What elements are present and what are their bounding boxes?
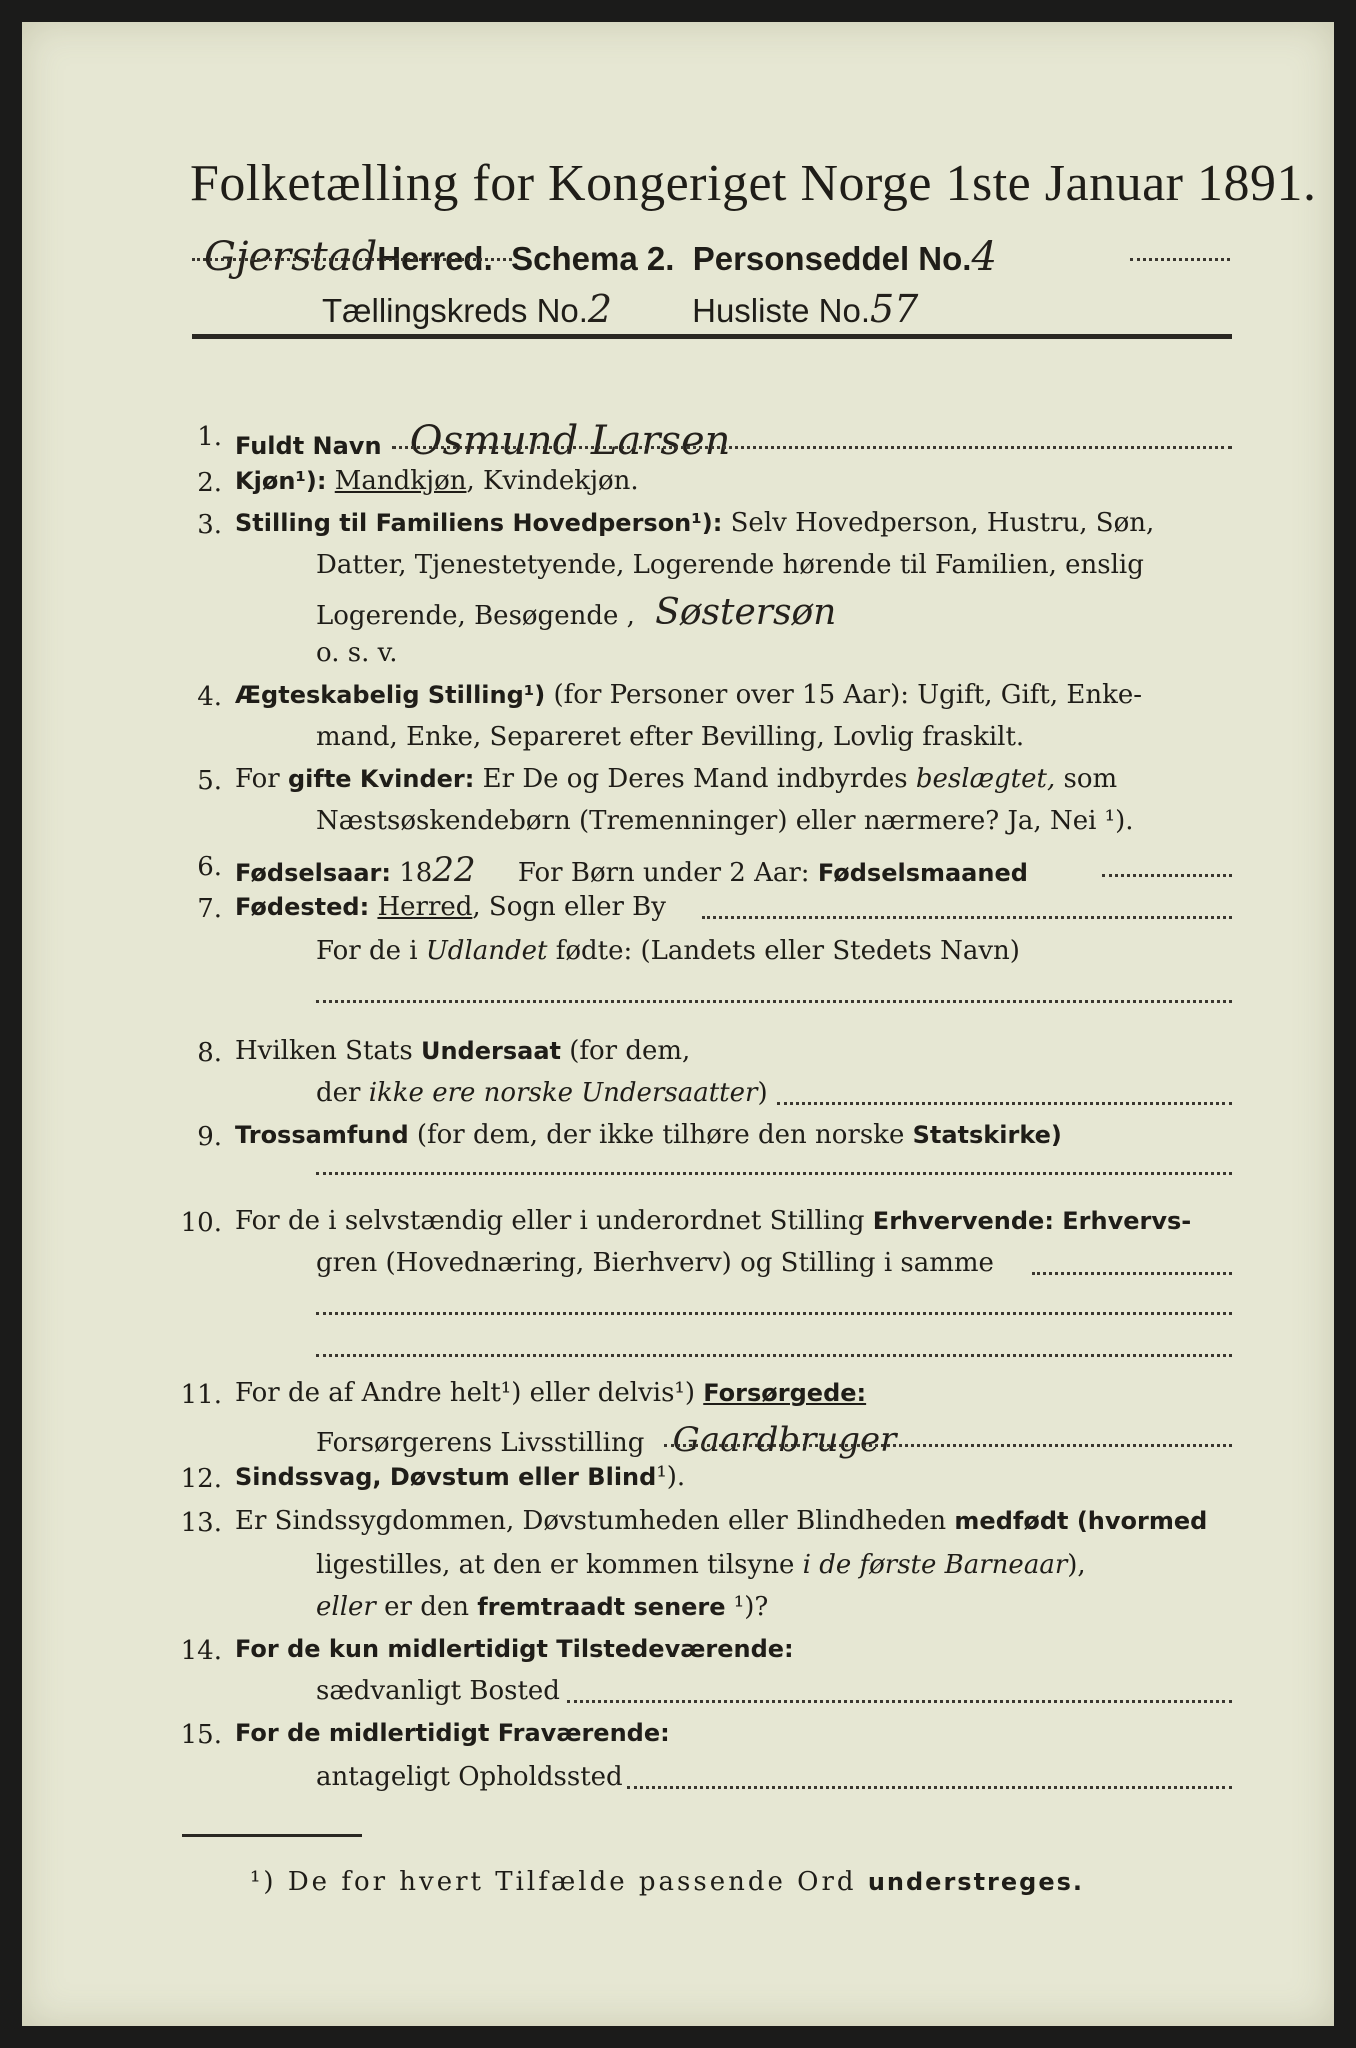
personseddel-label: Personseddel No. <box>692 240 972 277</box>
dotted-leader <box>392 446 1232 449</box>
item-number: 12. <box>180 1464 222 1494</box>
kreds-value: 2 <box>587 287 613 331</box>
item-stilling: Stilling til Familiens Hovedperson¹): Selv Hovedperson, Hustru, Søn, <box>235 508 1155 538</box>
item-number: 5. <box>197 766 222 796</box>
kreds-label: Tællingskreds No. <box>322 292 588 329</box>
item-fravaerende-line2: antageligt Opholdssted <box>316 1762 623 1792</box>
header-rule <box>192 334 1232 339</box>
item-undersaat: Hvilken Stats Undersaat (for dem, <box>235 1036 691 1066</box>
dotted-leader <box>1130 258 1230 261</box>
footnote: ¹) De for hvert Tilfælde passende Ord understreges. <box>250 1867 1085 1897</box>
item-tilstedevaerende-line2: sædvanligt Bosted <box>316 1676 560 1706</box>
mandkjon-option: Mandkjøn <box>334 466 467 496</box>
herred-line <box>204 234 997 280</box>
item-medfodt-line3: eller er den fremtraadt senere ¹)? <box>316 1592 769 1622</box>
item-aegteskab: Ægteskabelig Stilling¹) (for Personer over 15 Aar): Ugift, Gift, Enke- <box>235 680 1143 710</box>
dotted-leader <box>316 1000 1232 1003</box>
item-fodested: Fødested: Herred, Sogn eller By <box>235 892 666 922</box>
census-form <box>22 22 1334 2026</box>
item-stilling-line3: Logerende, Besøgende , Søstersøn <box>316 592 837 633</box>
husliste-value: 57 <box>870 287 919 331</box>
form-title: Folketælling for Kongeriget Norge 1ste Januar 1891. <box>190 155 1317 212</box>
item-number: 1. <box>197 422 222 452</box>
dotted-leader <box>777 1102 1232 1105</box>
dotted-leader <box>664 1444 1232 1447</box>
item-trossamfund: Trossamfund (for dem, der ikke tilhøre den norske Statskirke) <box>235 1120 1062 1150</box>
item-number: 8. <box>197 1038 222 1068</box>
kreds-line <box>322 287 918 331</box>
item-stilling-line4: o. s. v. <box>316 638 398 668</box>
item-fodested-line2: For de i Udlandet fødte: (Landets eller Stedets Navn) <box>316 936 1020 966</box>
item-number: 4. <box>197 682 222 712</box>
name-value: Osmund Larsen <box>409 418 731 464</box>
livsstilling-value: Gaardbruger <box>672 1420 897 1460</box>
item-number: 11. <box>180 1380 222 1410</box>
item-stilling-line2: Datter, Tjenestetyende, Logerende hørende til Familien, enslig <box>316 550 1144 580</box>
dotted-leader <box>316 1354 1232 1357</box>
dotted-leader <box>316 1312 1232 1315</box>
item-sindssvag: Sindssvag, Døvstum eller Blind¹). <box>235 1462 686 1492</box>
item-erhverv: For de i selvstændig eller i underordnet Stilling Erhvervende: Erhvervs- <box>235 1206 1192 1236</box>
item-number: 7. <box>197 894 222 924</box>
stilling-value: Søstersøn <box>655 592 837 633</box>
dotted-leader <box>1032 1272 1232 1275</box>
schema-label: Schema 2. <box>511 240 675 277</box>
item-fodselsaar: Fødselsaar: 1822 For Børn under 2 Aar: Fødselsmaaned <box>235 850 1028 890</box>
item-number: 13. <box>180 1508 222 1538</box>
item-gifte-line2: Næstsøskendebørn (Tremenninger) eller nærmere? Ja, Nei ¹). <box>316 806 1134 836</box>
item-number: 2. <box>197 468 222 498</box>
item-undersaat-line2: der ikke ere norske Undersaatter) <box>316 1078 768 1108</box>
dotted-leader <box>1102 874 1232 877</box>
item-forsorgede-line2: Forsørgerens Livsstilling Gaardbruger <box>316 1420 897 1460</box>
item-number: 14. <box>180 1636 222 1666</box>
item-forsorgede: For de af Andre helt¹) eller delvis¹) Forsørgede: <box>235 1378 867 1408</box>
item-erhverv-line2: gren (Hovednæring, Bierhverv) og Stilling i samme <box>316 1248 994 1278</box>
item-number: 15. <box>180 1720 222 1750</box>
personseddel-value: 4 <box>971 234 997 280</box>
husliste-label: Husliste No. <box>692 292 870 329</box>
dotted-leader <box>192 258 512 261</box>
item-aegteskab-line2: mand, Enke, Separeret efter Bevilling, Lovlig fraskilt. <box>316 722 1025 752</box>
item-medfodt-line2: ligestilles, at den er kommen tilsyne i de første Barneaar), <box>316 1550 1086 1580</box>
item-gifte: For gifte Kvinder: Er De og Deres Mand indbyrdes beslægtet, som <box>235 764 1118 794</box>
item-number: 10. <box>180 1208 222 1238</box>
item-fuldt-navn: Fuldt Navn Osmund Larsen <box>235 418 731 464</box>
herred-value: Gjerstad <box>204 234 378 280</box>
item-kjon: Kjøn¹): Mandkjøn, Kvindekjøn. <box>235 466 639 496</box>
item-number: 3. <box>197 510 222 540</box>
dotted-leader <box>316 1172 1232 1175</box>
footnote-rule <box>182 1834 362 1837</box>
item-fravaerende: For de midlertidigt Fraværende: <box>235 1719 670 1747</box>
item-number: 6. <box>197 852 222 882</box>
item-medfodt: Er Sindssygdommen, Døvstumheden eller Blindheden medfødt (hvormed <box>235 1506 1208 1536</box>
item-number: 9. <box>197 1122 222 1152</box>
dotted-leader <box>702 916 1232 919</box>
dotted-leader <box>627 1786 1232 1789</box>
herred-label: Herred. <box>377 240 493 277</box>
dotted-leader <box>567 1700 1232 1703</box>
fodselsaar-value: 22 <box>432 850 476 890</box>
item-tilstedevaerende: For de kun midlertidigt Tilstedeværende: <box>235 1635 794 1663</box>
